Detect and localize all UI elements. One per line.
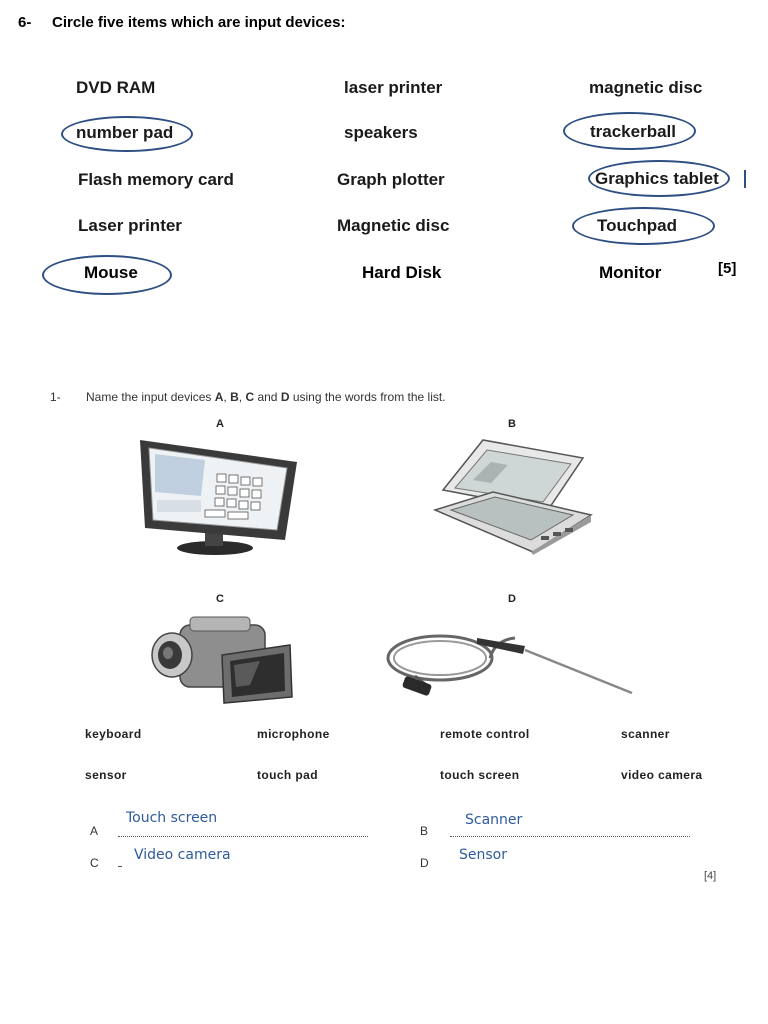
answer-line-b [450,836,690,837]
touch-screen-monitor-icon [135,440,300,560]
answer-b[interactable]: Scanner [465,812,523,828]
figure-label-a: A [216,418,224,430]
answer-label-b: B [420,824,429,838]
question-6-marks: [5] [718,260,737,277]
question-6-number: 6- [18,14,32,31]
answer-a[interactable]: Touch screen [126,810,218,826]
word-microphone: microphone [257,727,330,741]
figure-label-b: B [508,418,516,430]
item-magnetic-disc-2[interactable]: Magnetic disc [337,216,450,235]
flatbed-scanner-icon [433,440,593,555]
word-video-camera: video camera [621,768,703,782]
item-hard-disk[interactable]: Hard Disk [362,263,442,282]
question-1-prompt: Name the input devices A, B, C and D using the words from the list. [86,390,446,404]
answer-line-a [118,836,368,837]
item-mouse[interactable]: Mouse [84,263,138,282]
item-number-pad[interactable]: number pad [76,123,174,142]
item-magnetic-disc[interactable]: magnetic disc [589,78,703,97]
figure-label-d: D [508,593,516,605]
answer-label-a: A [90,824,99,838]
item-graph-plotter[interactable]: Graph plotter [337,170,445,189]
answer-label-d: D [420,856,429,870]
word-sensor: sensor [85,768,127,782]
answer-d[interactable]: Sensor [459,847,507,863]
item-laser-printer-2[interactable]: Laser printer [78,216,182,235]
answer-label-c: C [90,856,99,870]
item-flash-memory-card[interactable]: Flash memory card [78,170,234,189]
item-speakers[interactable]: speakers [344,123,418,142]
question-1-number: 1- [50,390,61,404]
word-scanner: scanner [621,727,670,741]
word-keyboard: keyboard [85,727,142,741]
item-laser-printer[interactable]: laser printer [344,78,443,97]
question-1-marks: [4] [704,870,717,882]
figure-label-c: C [216,593,224,605]
item-graphics-tablet[interactable]: Graphics tablet [595,169,719,188]
item-monitor[interactable]: Monitor [599,263,662,282]
answer-line-c [118,866,122,867]
pen-stroke-mark [744,170,746,188]
word-remote-control: remote control [440,727,530,741]
answer-c[interactable]: Video camera [134,847,231,863]
item-trackerball[interactable]: trackerball [590,122,676,141]
item-dvd-ram[interactable]: DVD RAM [76,78,156,97]
item-touchpad[interactable]: Touchpad [597,216,677,235]
temperature-sensor-probe-icon [385,628,635,703]
question-6-prompt: Circle five items which are input devices: [52,14,346,31]
video-camera-icon [150,615,295,705]
word-touch-pad: touch pad [257,768,318,782]
word-touch-screen: touch screen [440,768,520,782]
